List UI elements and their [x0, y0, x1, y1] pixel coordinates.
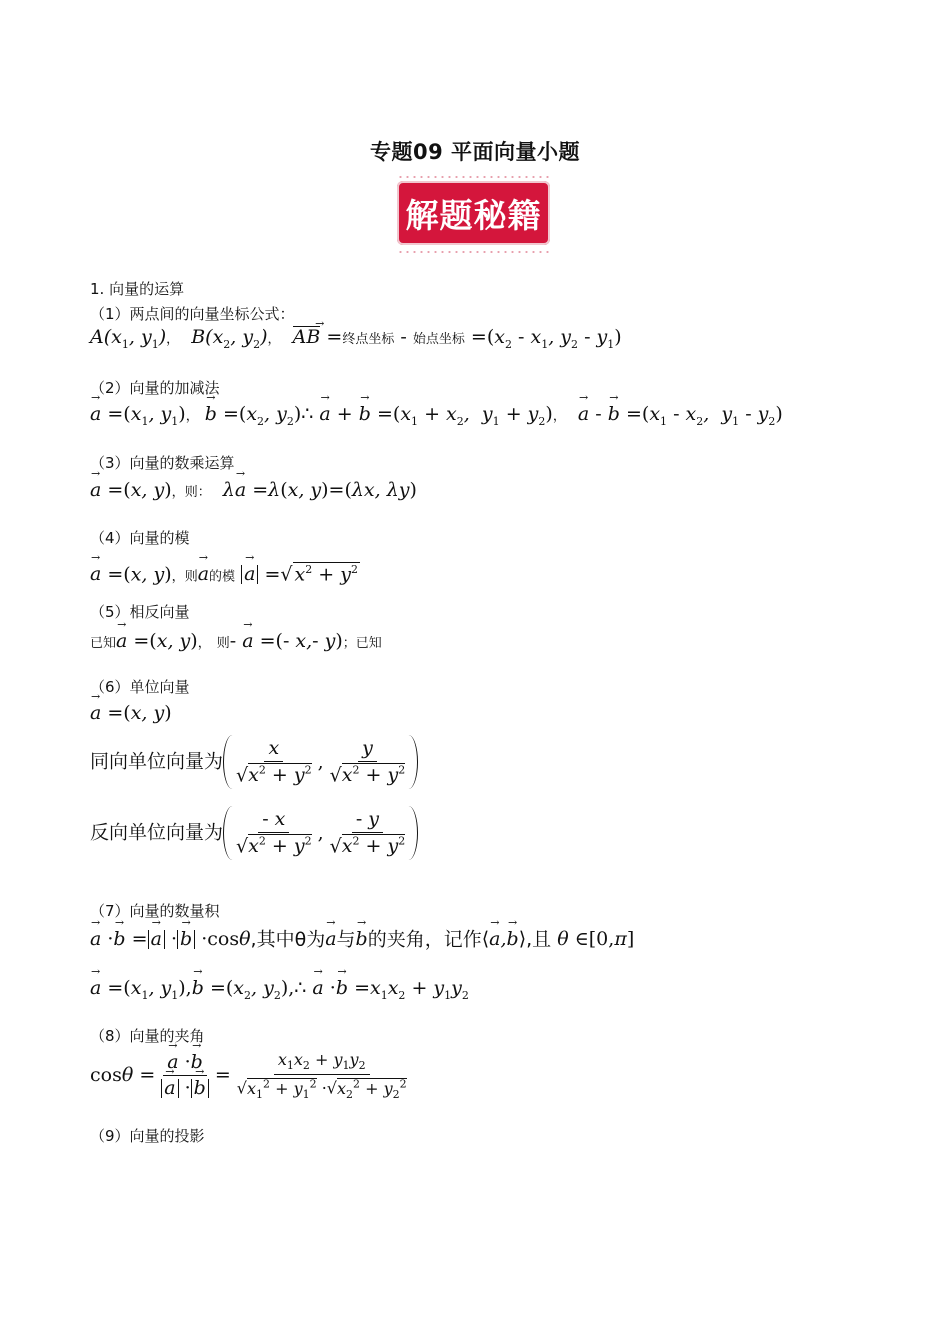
formula-same-direction-unit: 同向单位向量为 $\frac{x}{√x^2 + y^2}$ , $\frac{y}{√x^2 + y^2}$ — [90, 735, 418, 789]
item-heading-3: （3）向量的数乘运算 — [90, 454, 235, 472]
label-start-coord: 始点坐标 — [412, 332, 465, 347]
label-then-opposite: 则 — [216, 636, 230, 651]
item-heading-9: （9）向量的投影 — [90, 1127, 205, 1145]
formula-add-subtract: → $a =(x_1$, $y_1$)， → $b =(x_2$, $y_2)\therefore \to a$ + → $b =(x_1 + x_2$, $y_1 + y_2$)， → a - → $b =(x_1 - x_2$, $y_1 - y_2$) — [90, 405, 783, 427]
item-heading-8: （8）向量的夹角 — [90, 1027, 205, 1045]
badge-decoration-top — [397, 174, 550, 180]
label-angle-denoted: 的夹角，记作 — [367, 928, 482, 951]
label-and: 与 — [336, 928, 356, 951]
formula-opposite-direction-unit: 反向单位向量为 $\frac{- x}{√x^2 + y^2}$ , $\frac{- y}{√x^2 + y^2}$ — [90, 806, 418, 860]
item-heading-1: （1）两点间的向量坐标公式： — [90, 305, 295, 323]
formula-dot-product-definition: → a ·→ b =→ a ·→ b ·cosθ,其中θ为→ a与→ b的夹角，记作⟨→ a,→ b⟩,且 θ ∈[0,π] — [90, 930, 634, 950]
label-magnitude-of: 的模 — [209, 569, 236, 585]
label-where-theta: ,其中θ为 — [250, 928, 326, 951]
item-heading-4: （4）向量的模 — [90, 529, 190, 547]
formula-angle-cosine: cosθ = → a ·→ b → a ·→ b = $\frac{x_1x_2 + y_1y_2}{√x_1^2 + y_1^2 \cdot√x_2^2 + y_2^2}$ — [90, 1052, 413, 1100]
label-then: 则 — [184, 485, 198, 500]
page-title: 专题09 平面向量小题 — [369, 140, 581, 164]
badge-decoration-bottom — [397, 249, 550, 255]
item-heading-7: （7）向量的数量积 — [90, 902, 220, 920]
item-heading-6: （6）单位向量 — [90, 678, 190, 696]
label-given-2: ；已知 — [342, 636, 382, 651]
label-opposite-direction-unit: 反向单位向量为 — [90, 821, 224, 844]
label-given: 已知 — [90, 636, 117, 651]
label-end-coord: 终点坐标 — [342, 332, 395, 347]
formula-two-point: $A(x_1$, $y_1$)， $B(x_2$, $y_2$)， AB → =终点坐标 - 始点坐标 $=(x_2 - x_1$, $y_2 - y_1$) — [90, 326, 622, 350]
formula-opposite-vector: 已知→ a =(x, y)， 则- → a =(- x,- y)；已知 — [90, 632, 382, 651]
badge-solving-tips: 解题秘籍 — [397, 181, 550, 245]
label-and-theta: ,且 — [526, 928, 552, 951]
formula-dot-product-coordinates: → $a =(x_1$, $y_1),\to b =(x_2$, $y_2),\therefore \to a \cdot\to b =x_1x_2 + y_1y_2$ — [90, 979, 469, 1001]
formula-unit-vector-base: → a =(x, y) — [90, 704, 172, 723]
formula-scalar-multiplication: → a =(x, y)，则： λ→ a =λ(x, y)=(λx, λy) — [90, 481, 417, 500]
section-heading: 1. 向量的运算 — [90, 280, 185, 298]
label-then-a: 则 — [184, 569, 198, 585]
label-same-direction-unit: 同向单位向量为 — [90, 750, 224, 773]
item-heading-5: （5）相反向量 — [90, 603, 190, 621]
item-heading-2: （2）向量的加减法 — [90, 379, 220, 397]
formula-magnitude: → a =(x, y)，则→ a的模 → a =√ $x^2 + y^2$ — [90, 562, 360, 584]
